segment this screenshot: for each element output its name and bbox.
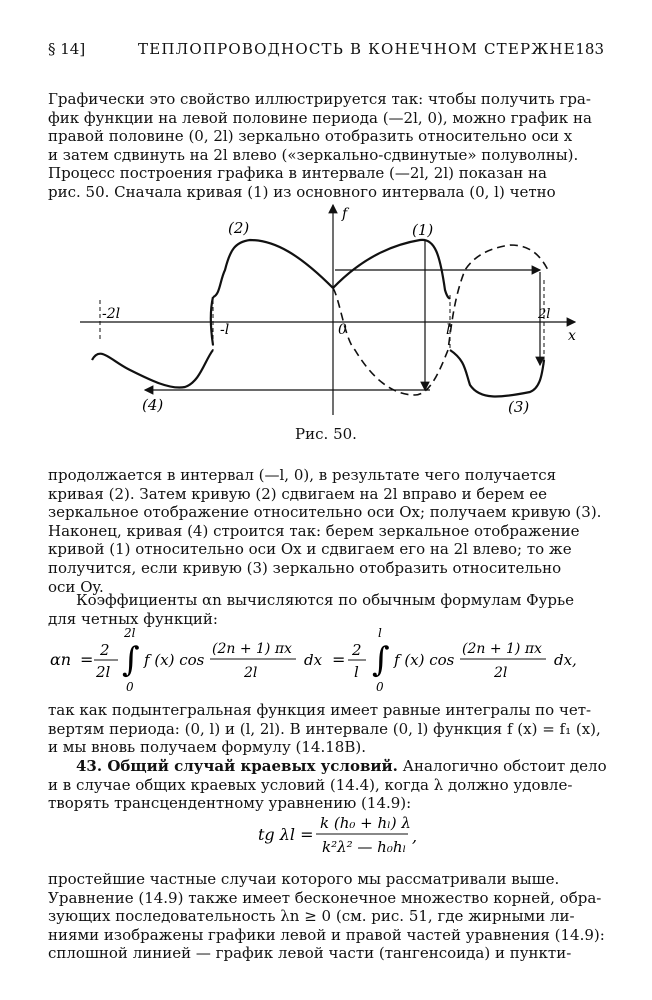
- frac1-num: 2: [100, 641, 110, 659]
- frac2-num: 2: [352, 641, 362, 659]
- text-line: и в случае общих краевых условий (14.4), когда λ должно удовле-: [48, 775, 573, 794]
- text-line: зеркальное отображение относительно оси Ox; получаем кривую (3).: [48, 503, 602, 522]
- formula-lhs: αn: [50, 650, 72, 669]
- curve-3: [450, 350, 544, 396]
- svg-text:=: =: [80, 650, 94, 669]
- text-line: сплошной линией — график левой части (тангенсоида) и пункти-: [48, 944, 572, 963]
- paragraph-coefficients: [48, 591, 608, 628]
- tick-2l: 2l: [538, 307, 551, 322]
- text-line: продолжается в интервал (—l, 0), в результате чего получается: [48, 466, 557, 484]
- text-line: рис. 50. Сначала кривая (1) из основного интервала (0, l) четно: [48, 182, 556, 201]
- text-line: так как подынтегральная функция имеет равные интегралы по чет-: [48, 701, 592, 719]
- formula2-lhs: tg λl =: [258, 825, 314, 844]
- text-line: и мы вновь получаем формулу (14.18B).: [48, 738, 366, 757]
- section-43-heading: 43. Общий случай краевых условий.: [76, 757, 398, 775]
- text-line: Наконец, кривая (4) строится так: берем зеркальное отображение: [48, 521, 580, 540]
- tick-zero: 0: [338, 322, 347, 338]
- text-line: вертям периода: (0, l) и (l, 2l). В интервале (0, l) функция f (x) = f₁ (x),: [48, 719, 601, 738]
- formula2-num: k (h₀ + hₗ) λ: [320, 814, 411, 832]
- svg-text:∫: ∫: [372, 640, 390, 680]
- formula-fourier-svg: [48, 625, 608, 695]
- arg2-num: (2n + 1) πx: [462, 641, 542, 657]
- paragraph-integrals: [48, 701, 608, 757]
- curve-label-4: (4): [142, 396, 164, 414]
- curve-2: [213, 240, 333, 297]
- arg1-num: (2n + 1) πx: [212, 641, 292, 657]
- axis-x-label: x: [568, 328, 576, 344]
- frac2-den: l: [354, 663, 359, 681]
- curve-label-2: (2): [228, 219, 250, 237]
- dx1: dx: [304, 651, 323, 669]
- paragraph-intro: [48, 90, 608, 202]
- text-line: творять трансцендентному уравнению (14.9):: [48, 794, 412, 813]
- text-line: [48, 757, 608, 776]
- dx2: dx,: [554, 651, 577, 669]
- section-43-lead: Аналогично обстоит дело: [397, 757, 607, 775]
- section-number: § 14]: [48, 40, 86, 58]
- formula-transcendental-svg: [48, 812, 608, 860]
- integrand2: f (x) cos: [394, 651, 455, 669]
- tick-minus-l: -l: [220, 322, 230, 338]
- formula2-tail: ,: [412, 827, 418, 846]
- formula2-den: k²λ² — h₀hₗ: [322, 838, 407, 856]
- int1-lower: 0: [126, 680, 134, 694]
- arg2-den: 2l: [494, 665, 508, 681]
- svg-text:=: =: [332, 650, 346, 669]
- text-line: для четных функций:: [48, 609, 218, 628]
- figure-50-graph: [70, 200, 590, 425]
- tick-minus-2l: -2l: [102, 306, 121, 322]
- axis-y-label: f: [342, 206, 348, 222]
- int2-upper: l: [378, 626, 382, 640]
- text-line: правой половине (0, 2l) зеркально отобразить относительно оси x: [48, 127, 573, 146]
- formula-fourier: [48, 625, 608, 695]
- paragraph-construction: [48, 466, 608, 596]
- tick-l: l: [446, 322, 451, 338]
- curve-1: [333, 240, 450, 298]
- paragraph-roots: [48, 870, 608, 963]
- int1-upper: 2l: [124, 626, 136, 640]
- frac1-den: 2l: [96, 663, 111, 681]
- running-title: ТЕПЛОПРОВОДНОСТЬ В КОНЕЧНОМ СТЕРЖНЕ: [138, 40, 576, 58]
- text-line: Графически это свойство иллюстрируется так: чтобы получить гра-: [48, 90, 591, 108]
- page-number: 183: [575, 40, 604, 58]
- int2-lower: 0: [376, 680, 384, 694]
- text-line: оси Oy.: [48, 577, 104, 596]
- figure-caption: Рис. 50.: [295, 425, 357, 443]
- text-line: Уравнение (14.9) также имеет бесконечное множество корней, обра-: [48, 888, 602, 907]
- section-43: [48, 757, 608, 813]
- text-line: Коэффициенты αn вычисляются по обычным формулам Фурье: [76, 591, 575, 609]
- arg1-den: 2l: [244, 665, 258, 681]
- formula-transcendental: [48, 812, 608, 860]
- integrand1: f (x) cos: [144, 651, 205, 669]
- curve-label-1: (1): [412, 221, 434, 239]
- text-line: Процесс построения графика в интервале (—2l, 2l) показан на: [48, 164, 547, 183]
- text-line: и затем сдвинуть на 2l влево («зеркально-сдвинутые» полуволны).: [48, 145, 579, 164]
- text-line: кривой (1) относительно оси Ox и сдвигаем его на 2l влево; то же: [48, 540, 572, 559]
- svg-text:∫: ∫: [122, 640, 140, 680]
- text-line: ниями изображены графики левой и правой частей уравнения (14.9):: [48, 925, 605, 944]
- page-header: [48, 40, 604, 64]
- curve-label-3: (3): [508, 398, 530, 416]
- text-line: фик функции на левой половине периода (—2l, 0), можно график на: [48, 108, 592, 127]
- curve-4: [92, 350, 213, 388]
- figure-50: [70, 200, 590, 425]
- text-line: получится, если кривую (3) зеркально отобразить относительно: [48, 558, 562, 577]
- text-line: простейшие частные случаи которого мы рассматривали выше.: [48, 870, 560, 888]
- text-line: зующих последовательность λn ≥ 0 (см. рис. 51, где жирными ли-: [48, 907, 575, 926]
- text-line: кривая (2). Затем кривую (2) сдвигаем на 2l вправо и берем ее: [48, 484, 547, 503]
